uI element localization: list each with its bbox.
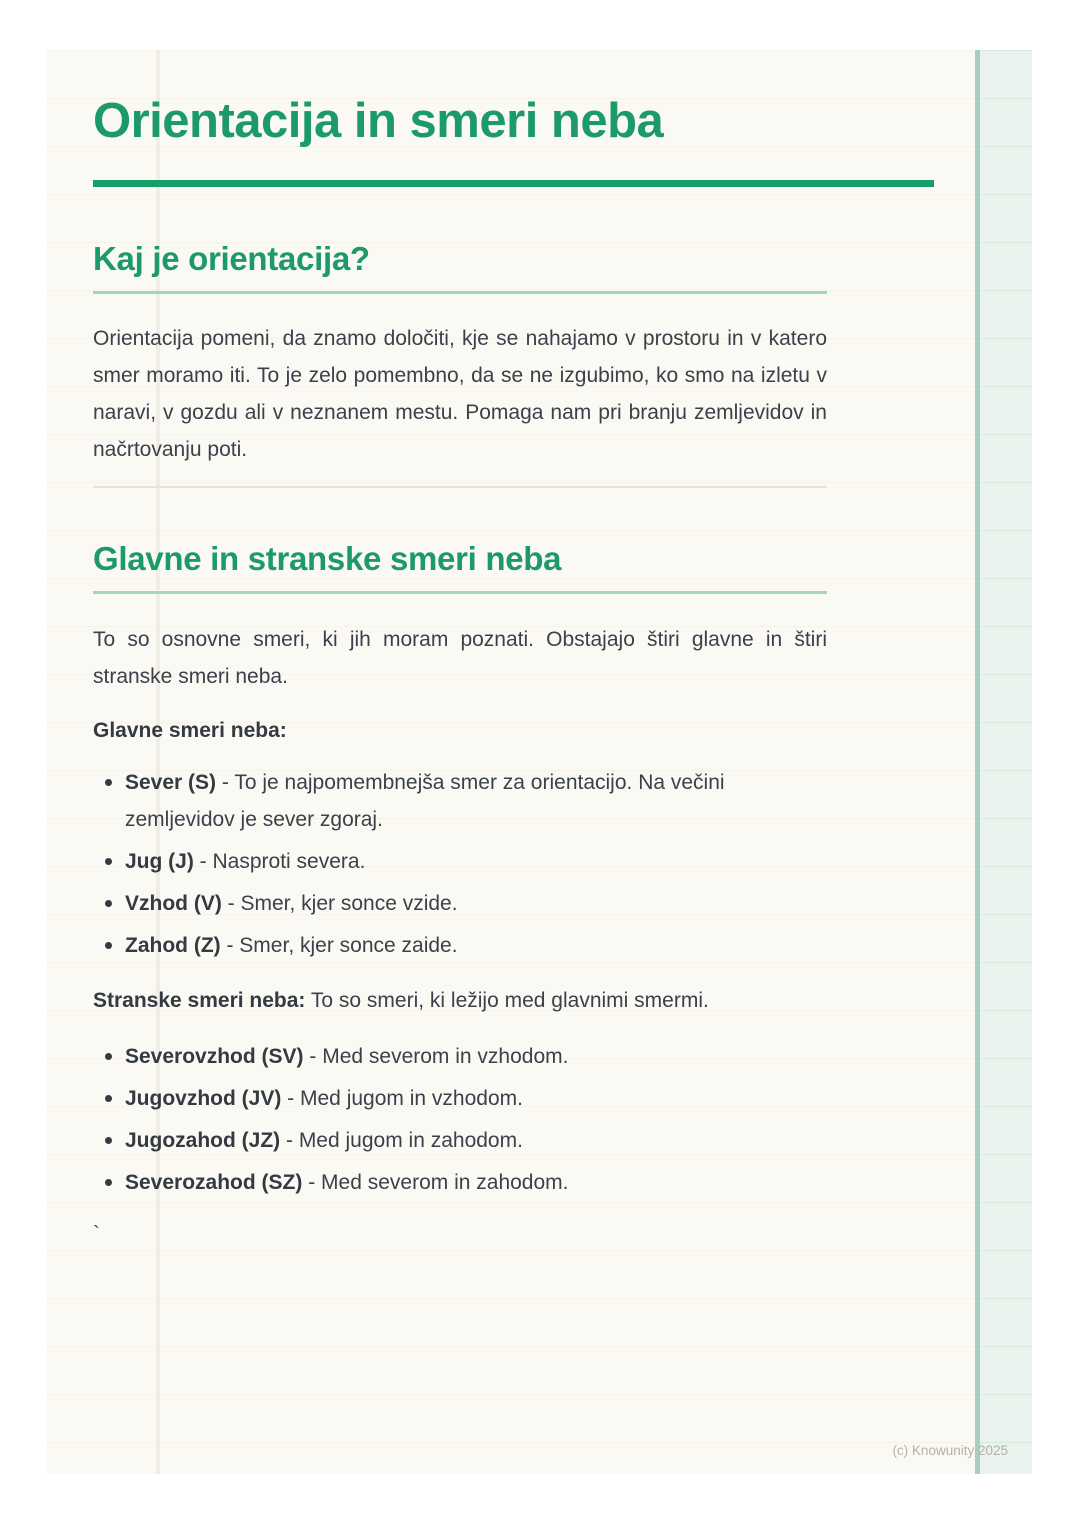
direction-name: Severovzhod (SV) (125, 1045, 304, 1068)
section-heading-underline (93, 591, 827, 594)
main-directions-label-bold: Glavne smeri neba: (93, 719, 287, 742)
list-item (105, 764, 827, 838)
side-directions-label-bold: Stranske smeri neba: (93, 989, 306, 1012)
main-directions-label (93, 716, 827, 746)
list-item (105, 843, 827, 880)
section-heading: Glavne in stranske smeri neba (93, 540, 562, 577)
direction-name: Sever (S) (125, 771, 217, 794)
list-item (105, 885, 827, 922)
stray-character: ` (93, 1223, 100, 1245)
section-what-is-orientation (93, 237, 827, 488)
section-cardinal-directions (93, 537, 827, 1249)
side-directions-label (93, 986, 827, 1016)
side-directions-label-text: To so smeri, ki ležijo med glavnimi smermi. (305, 989, 709, 1012)
direction-name: Vzhod (V) (125, 892, 222, 915)
direction-name: Zahod (Z) (125, 934, 221, 957)
direction-name: Jugozahod (JZ) (125, 1129, 281, 1152)
list-item (105, 927, 827, 964)
section-heading: Kaj je orientacija? (93, 240, 370, 277)
document-page (47, 50, 1032, 1474)
direction-description: - Med jugom in vzhodom. (281, 1087, 523, 1110)
list-item (105, 1164, 827, 1201)
page-side-strip (975, 50, 1032, 1474)
direction-description: - Med severom in vzhodom. (303, 1045, 569, 1068)
page-title: Orientacija in smeri neba (93, 94, 664, 148)
list-item (105, 1080, 827, 1117)
direction-name: Jug (J) (125, 850, 194, 873)
direction-description: - Smer, kjer sonce zaide. (220, 934, 458, 957)
list-item (105, 1038, 827, 1075)
direction-name: Severozahod (SZ) (125, 1171, 303, 1194)
direction-description: - Med severom in zahodom. (302, 1171, 569, 1194)
page-content (93, 50, 934, 1249)
direction-description: - Med jugom in zahodom. (280, 1129, 523, 1152)
section-paragraph: Orientacija pomeni, da znamo določiti, kje se nahajamo v prostoru in v katero smer moramo iti. To je zelo pomembno, da se ne izgubimo, ko smo na izletu v naravi, v gozdu ali v neznanem mestu. Pomaga nam pri branju zemljevidov in načrtovanju poti. (93, 327, 827, 461)
section-paragraph: To so osnovne smeri, ki jih moram poznati. Obstajajo štiri glavne in štiri stranske smeri neba. (93, 628, 827, 688)
main-directions-list (93, 764, 827, 964)
section-divider (93, 486, 827, 488)
list-item (105, 1122, 827, 1159)
direction-name: Jugovzhod (JV) (125, 1087, 282, 1110)
side-directions-list (93, 1038, 827, 1201)
copyright-footer: (c) Knowunity 2025 (892, 1443, 1008, 1458)
direction-description: - Nasproti severa. (193, 850, 366, 873)
section-heading-underline (93, 291, 827, 294)
title-rule (93, 180, 934, 187)
direction-description: - To je najpomembnejša smer za orientacijo. Na večini zemljevidov je sever zgoraj. (125, 771, 725, 831)
direction-description: - Smer, kjer sonce vzide. (221, 892, 458, 915)
